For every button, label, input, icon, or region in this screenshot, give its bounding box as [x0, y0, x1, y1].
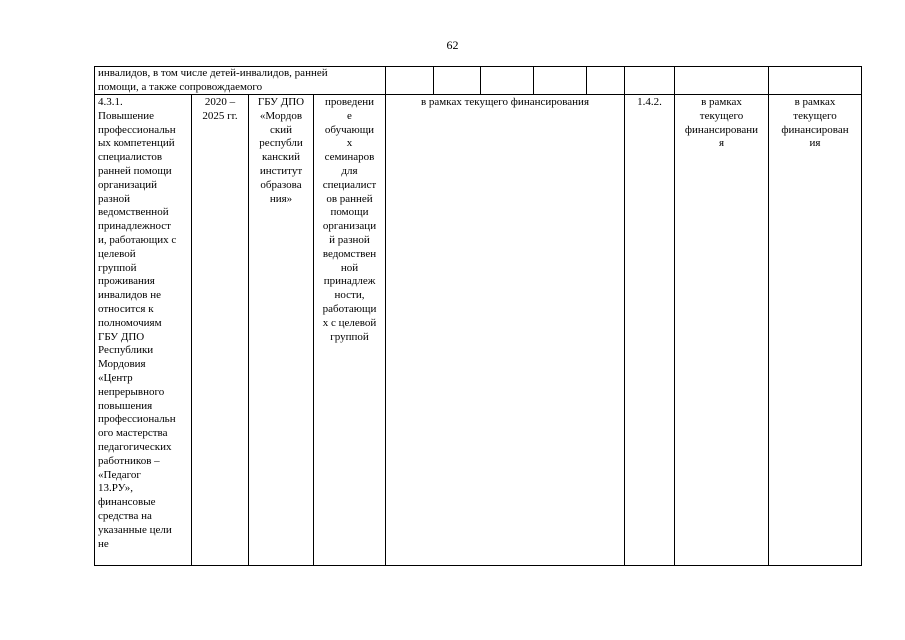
page-number: 62 [446, 38, 459, 52]
column-divider [533, 66, 534, 94]
implementation-period: 2020 – 2025 гг. [202, 96, 238, 122]
column-divider [385, 66, 386, 566]
table-border-bottom [94, 565, 862, 566]
column-divider [624, 66, 625, 566]
financing-source: в рамках текущего финансирования [420, 96, 590, 108]
table-border-right [861, 66, 862, 566]
goal-continuation-text: инвалидов, в том числе детей-инвалидов, ранней помощи, а также сопровождаемого [98, 67, 328, 93]
financing-note: в рамках текущего финансировани я [684, 96, 759, 150]
measure-activity: проведени е обучающи х семинаров для специалист ов ранней помощи организаци й разной ведомствен ной принадлеж ности, работающи х с целевой группой [322, 96, 377, 343]
program-table [94, 66, 862, 566]
column-divider [586, 66, 587, 94]
column-divider [480, 66, 481, 94]
measure-number-and-name: 4.3.1. Повышение профессиональн ых компетенций специалистов ранней помощи организаций разной ведомственной принадлежност и, работающих с целевой группой проживания инвалидов не относится к полномочиям ГБУ ДПО Республики Мордовия «Центр непрерывного повышения профессиональн ого мастерства педагогических работников – «Педагог 13.РУ», финансовые средства на указанные цели не [98, 96, 177, 550]
column-divider [433, 66, 434, 94]
row-divider [94, 94, 862, 95]
indicator-number: 1.4.2. [637, 96, 662, 108]
financing-note: в рамках текущего финансирован ия [781, 96, 849, 150]
responsible-executor: ГБУ ДПО «Мордов ский республи канский институт образова ния» [257, 96, 305, 205]
